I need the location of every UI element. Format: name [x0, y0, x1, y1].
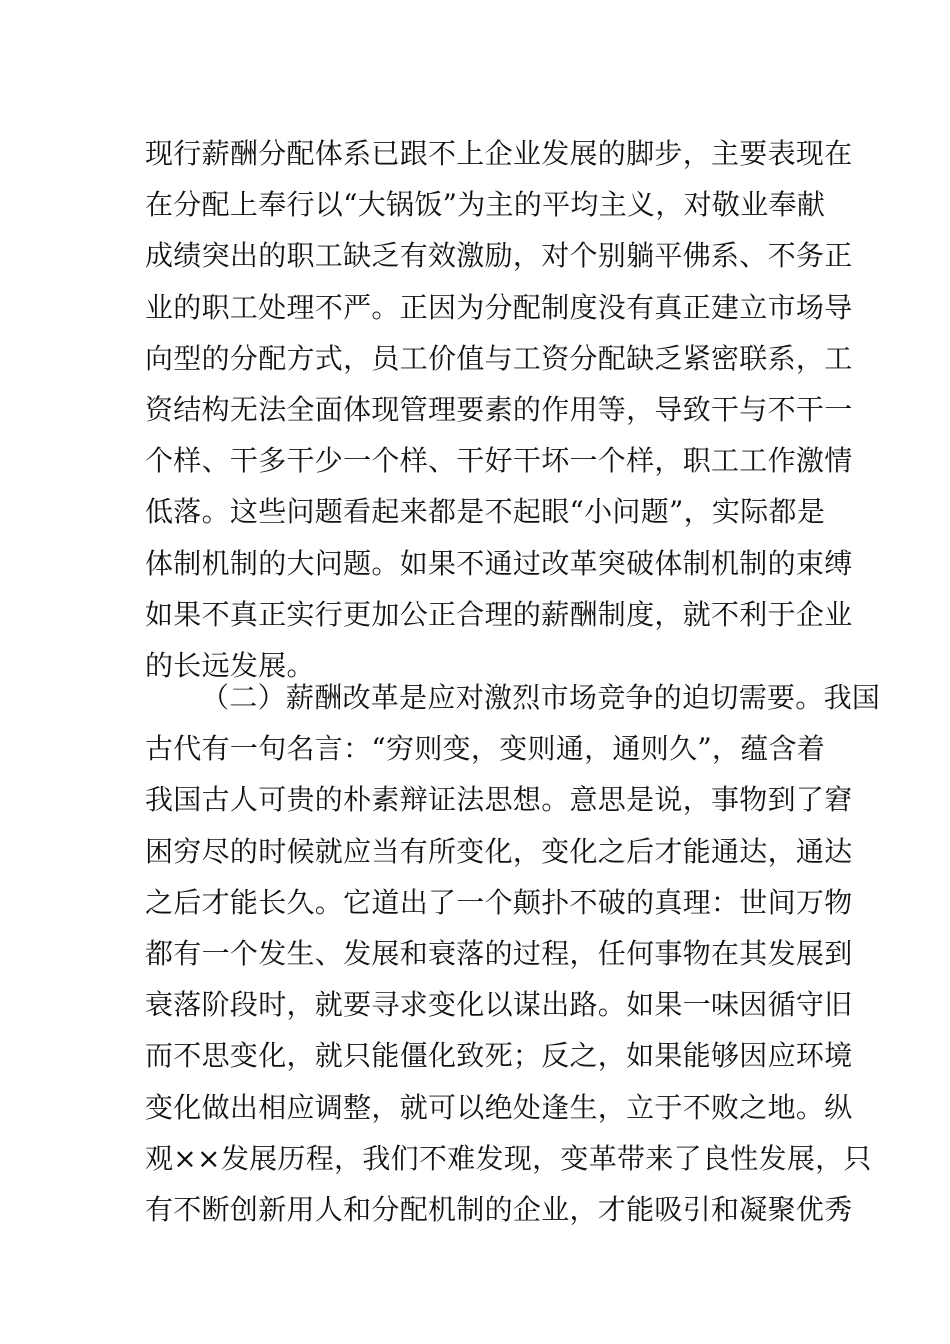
paragraph-line: 有不断创新用人和分配机制的企业，才能吸引和凝聚优秀 [145, 1192, 853, 1226]
paragraph-line: 个样、干多干少一个样、干好干坏一个样，职工工作激情 [145, 444, 853, 478]
paragraph-line: 而不思变化，就只能僵化致死；反之，如果能够因应环境 [145, 1039, 853, 1073]
paragraph-line: 之后才能长久。它道出了一个颠扑不破的真理：世间万物 [145, 885, 853, 919]
paragraph-line: 都有一个发生、发展和衰落的过程，任何事物在其发展到 [145, 936, 853, 970]
paragraph-line: 体制机制的大问题。如果不通过改革突破体制机制的束缚 [145, 546, 853, 580]
paragraph-line: 向型的分配方式，员工价值与工资分配缺乏紧密联系，工 [145, 341, 853, 375]
paragraph-line: 观××发展历程，我们不难发现，变革带来了良性发展，只 [145, 1141, 872, 1175]
paragraph-line: 的长远发展。 [145, 648, 315, 682]
paragraph-line: 现行薪酬分配体系已跟不上企业发展的脚步，主要表现在 [145, 137, 853, 170]
paragraph-line: 如果不真正实行更加公正合理的薪酬制度，就不利于企业 [145, 597, 853, 631]
paragraph-line: 在分配上奉行以“大锅饭”为主的平均主义，对敬业奉献 [145, 188, 826, 222]
paragraph-line: 变化做出相应调整，就可以绝处逢生，立于不败之地。纵 [145, 1090, 853, 1124]
paragraph-line: 低落。这些问题看起来都是不起眼“小问题”，实际都是 [145, 495, 826, 529]
paragraph-line: 古代有一句名言：“穷则变，变则通，通则久”，蕴含着 [145, 732, 826, 766]
paragraph-line: 成绩突出的职工缺乏有效激励，对个别躺平佛系、不务正 [145, 239, 853, 273]
paragraph-line: 业的职工处理不严。正因为分配制度没有真正建立市场导 [145, 290, 853, 324]
paragraph-line: 困穷尽的时候就应当有所变化，变化之后才能通达，通达 [145, 834, 853, 868]
paragraph-salary-reform-need [145, 672, 881, 1235]
paragraph-line: （二）薪酬改革是应对激烈市场竞争的迫切需要。我国 [201, 681, 881, 714]
paragraph-line: 资结构无法全面体现管理要素的作用等，导致干与不干一 [145, 392, 853, 426]
paragraph-line: 我国古人可贵的朴素辩证法思想。意思是说，事物到了窘 [145, 783, 853, 817]
paragraph-salary-system [145, 128, 853, 691]
paragraph-line: 衰落阶段时，就要寻求变化以谋出路。如果一味因循守旧 [145, 988, 853, 1022]
